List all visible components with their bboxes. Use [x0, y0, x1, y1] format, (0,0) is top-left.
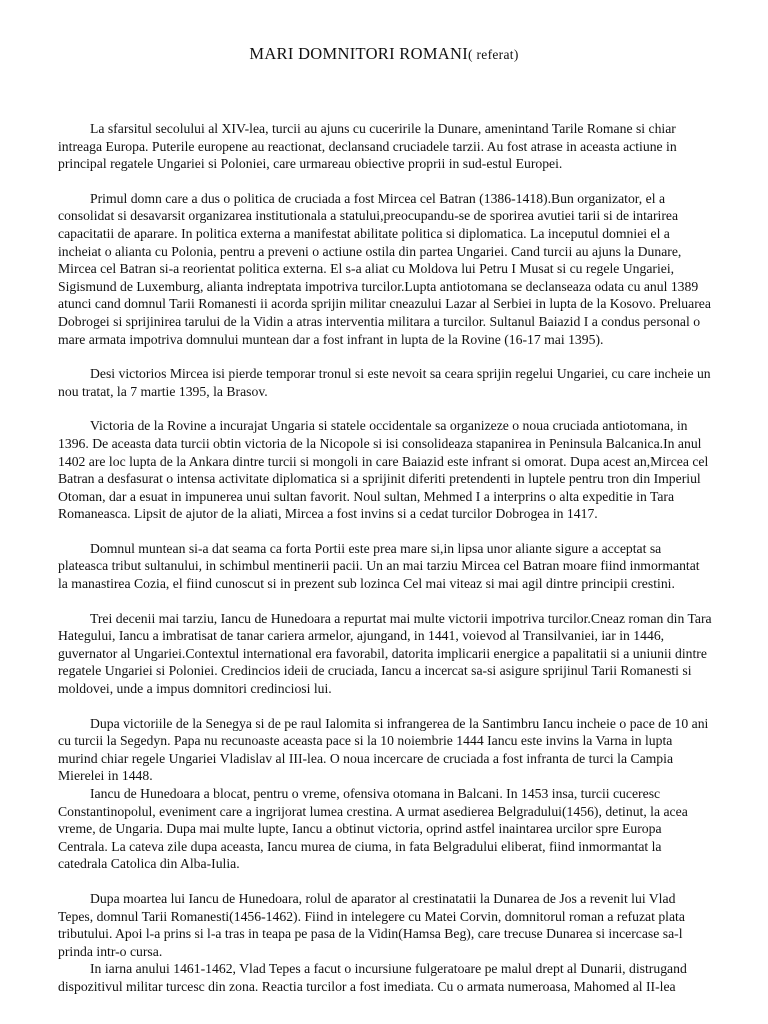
document-body: [58, 120, 712, 996]
paragraph-9: Dupa moartea lui Iancu de Hunedoara, rolul de aparator al crestinatatii la Dunarea de Jos a revenit lui Vlad Tepes, domnul Tarii Romanesti(1456-1462). Fiind in intelegere cu Matei Corvin, domnitorul roman a refuzat plata tributului. Apoi l-a prins si l-a tras in teapa pe pasa de la Vidin(Hamsa Beg), care trecuse Dunarea si incercase sa-l prinda intr-o cursa.: [58, 890, 685, 959]
paragraph-10: In iarna anului 1461-1462, Vlad Tepes a facut o incursiune fulgeratoare pe malul drept al Dunarii, distrugand dispozitivul militar turcesc din zona. Reactia turcilor a fost imediata. Cu o armata numeroasa, Mahomed al II-lea: [58, 961, 687, 994]
paragraph-4: Victoria de la Rovine a incurajat Ungaria si statele occidentale sa organizeze o noua cruciada antiotomana, in 1396. De aceasta data turcii obtin victoria de la Nicopole si isi consolideaza stapanirea in Peninsula Balcanica.In anul 1402 are loc lupta de la Ankara dintre turcii si mongoli in care Baiazid este infrant si omorat. Dupa acest an,Mircea cel Batran a desfasurat o intensa activitate diplomatica si a sprijinit diferiti pretendenti in luptele pentru tron din Imperiul Otoman, dar a esuat in impunerea unui sultan favorit. Noul sultan, Mehmed I a interprins o alta expeditie in Tara Romaneasca. Lipsit de ajutor de la aliati, Mircea a fost invins si a cedat turcilor Dobrogea in 1417.: [58, 418, 709, 522]
title-subtitle: ( referat): [468, 47, 519, 62]
paragraph-1: La sfarsitul secolului al XIV-lea, turcii au ajuns cu cuceririle la Dunare, amenintand Tarile Romane si chiar intreaga Europa. Puterile europene au reactionat, declansand cruciadele tarzii. Au fost atrase in aceasta actiune in principal regatele Ungariei si Poloniei, care urmareau obiective proprii in sud-estul Europei.: [58, 121, 677, 172]
document-title: [0, 44, 768, 65]
paragraph-2: Primul domn care a dus o politica de cruciada a fost Mircea cel Batran (1386-1418).Bun organizator, el a consolidat si desavarsit organizarea institutionala a statului,preocupandu-se de sporirea avutiei tarii si de intarirea capacitatii de aparare. In politica externa a manifestat abilitate politica si diplomatica. La inceputul domniei el a incheiat o alianta cu Polonia, pentru a preveni o actiune ostila din partea Ungariei. Cand turcii au ajuns la Dunare, Mircea cel Batran si-a reorientat politica externa. El s-a aliat cu Moldova lui Petru I Musat si cu regele Ungariei, Sigismund de Luxemburg, alianta indreptata impotriva turcilor.Lupta antiotomana se declanseaza odata cu anul 1389 atunci cand domnul Tarii Romanesti ii acorda sprijin militar cneazului Lazar al Serbiei in lupta de la Kosovo. Preluarea Dobrogei si sprijinirea tarului de la Vidin a atras interventia militara a turcilor. Sultanul Baiazid I a condus personal o mare armata impotriva domnului muntean dar a fost infrant in lupta de la Rovine (16-17 mai 1395).: [58, 190, 711, 347]
paragraph-5: Domnul muntean si-a dat seama ca forta Portii este prea mare si,in lipsa unor aliante sigure a acceptat sa plateasca tribut sultanului, in schimbul mentinerii pacii. Un an mai tarziu Mircea cel Batran moare fiind inmormantat la manastirea Cozia, el fiind cunoscut si in prezent sub lozinca Cel mai viteaz si mai agil dintre principii crestini.: [58, 540, 700, 592]
paragraph-6: Trei decenii mai tarziu, Iancu de Hunedoara a repurtat mai multe victorii impotriva turcilor.Cneaz roman din Tara Hategului, Iancu a imbratisat de tanar cariera armelor, ajungand, in 1441, voievod al Transilvaniei, iar in 1446, guvernator al Ungariei.Contextul international era favorabil, datorita implicarii energice a papalitatii si a uniunii dintre regatele Ungariei si Poloniei. Credincios ideii de cruciada, Iancu a incercat sa-si asigure sprijinul Tarii Romanesti si moldovei, unde a impus domnitori credinciosi lui.: [58, 610, 712, 697]
paragraph-7: Dupa victoriile de la Senegya si de pe raul Ialomita si infrangerea de la Santimbru Iancu incheie o pace de 10 ani cu turcii la Segedyn. Papa nu recunoaste aceasta pace si la 10 noiembrie 1444 Iancu este invins la Varna in lupta murind chiar regele Ungariei Vladislav al III-lea. O noua incercare de cruciada a fost infranta de turci la Campia Mierelei in 1448.: [58, 715, 709, 784]
paragraph-3: Desi victorios Mircea isi pierde temporar tronul si este nevoit sa ceara sprijin regelui Ungariei, cu care incheie un nou tratat, la 7 martie 1395, la Brasov.: [58, 366, 711, 399]
title-main: MARI DOMNITORI ROMANI: [249, 44, 469, 63]
paragraph-8: Iancu de Hunedoara a blocat, pentru o vreme, ofensiva otomana in Balcani. In 1453 insa, turcii cuceresc Constantinopolul, eveniment care a ingrijorat lumea crestina. A urmat asedierea Belgradului(1456), detinut, la acea vreme, de Ungaria. Dupa mai multe lupte, Iancu a obtinut victoria, oprind astfel inaintarea urcilor spre Europa Centrala. La cateva zile dupa aceasta, Iancu murea de ciuma, in fata Belgradului eliberat, fiind inmormantat la catedrala Catolica din Alba-Iulia.: [58, 786, 688, 872]
